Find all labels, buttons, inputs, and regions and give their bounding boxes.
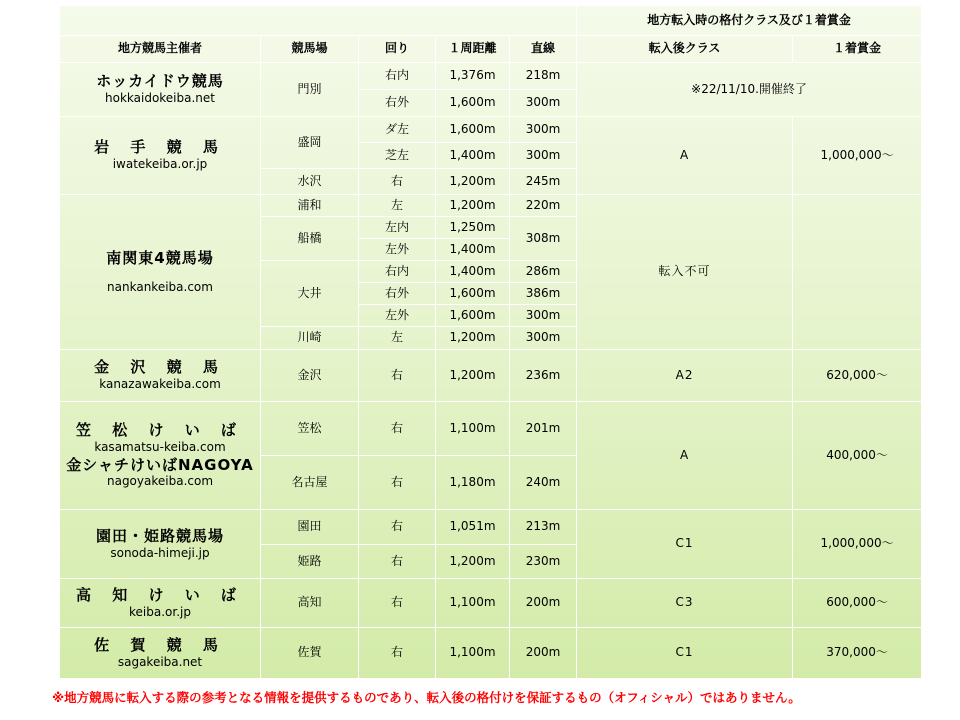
distance-cell: 1,051m bbox=[436, 510, 510, 545]
straight-cell: 300m bbox=[510, 327, 577, 350]
distance-cell: 1,600m bbox=[436, 305, 510, 327]
class-cell: A bbox=[577, 402, 793, 510]
prize-cell: 620,000～ bbox=[793, 350, 922, 402]
direction-cell: 左外 bbox=[359, 239, 436, 261]
prize-cell: 600,000～ bbox=[793, 579, 922, 628]
track-cell: 大井 bbox=[261, 261, 359, 327]
organizer-name: 園田・姫路競馬場 bbox=[95, 526, 224, 545]
distance-cell: 1,600m bbox=[436, 117, 510, 143]
organizer-url: hokkaidokeiba.net bbox=[105, 91, 215, 106]
straight-cell: 201m bbox=[510, 402, 577, 456]
straight-cell: 200m bbox=[510, 628, 577, 679]
class-cell: C1 bbox=[577, 510, 793, 579]
organizer-url: nagoyakeiba.com bbox=[106, 474, 214, 489]
direction-cell: 芝左 bbox=[359, 143, 436, 169]
track-cell: 門別 bbox=[261, 63, 359, 117]
organizer-url: nankankeiba.com bbox=[107, 279, 213, 294]
track-cell: 浦和 bbox=[261, 195, 359, 217]
track-cell: 船橋 bbox=[261, 217, 359, 261]
organizer-name: 南関東4競馬場 bbox=[106, 248, 214, 267]
organizer-cell-saga bbox=[60, 628, 261, 679]
track-cell: 佐賀 bbox=[261, 628, 359, 679]
straight-cell: 286m bbox=[510, 261, 577, 283]
direction-cell: 左外 bbox=[359, 305, 436, 327]
col-header-track: 競馬場 bbox=[261, 36, 359, 63]
organizer-url: sonoda-himeji.jp bbox=[110, 545, 210, 560]
direction-cell: 左内 bbox=[359, 217, 436, 239]
direction-cell: 右 bbox=[359, 350, 436, 402]
distance-cell: 1,180m bbox=[436, 456, 510, 510]
track-cell: 笠松 bbox=[261, 402, 359, 456]
class-cell: C1 bbox=[577, 628, 793, 679]
distance-cell: 1,200m bbox=[436, 350, 510, 402]
header-blank-cell bbox=[60, 6, 577, 36]
straight-cell: 386m bbox=[510, 283, 577, 305]
organizer-cell-tokai bbox=[60, 402, 261, 510]
track-cell: 高知 bbox=[261, 579, 359, 628]
organizer-name: 金 沢 競 馬 bbox=[94, 358, 226, 377]
distance-cell: 1,100m bbox=[436, 402, 510, 456]
comparison-table-wrapper bbox=[59, 5, 921, 679]
col-header-straight: 直線 bbox=[510, 36, 577, 63]
organizer-cell-iwate bbox=[60, 117, 261, 195]
header-group-title: 地方転入時の格付クラス及び１着賞金 bbox=[577, 6, 922, 36]
straight-cell: 245m bbox=[510, 169, 577, 195]
direction-cell: 右 bbox=[359, 169, 436, 195]
organizer-cell-kochi bbox=[60, 579, 261, 628]
organizer-name: 高 知 け い ば bbox=[76, 585, 244, 604]
organizer-name: 金シャチけいばNAGOYA bbox=[66, 455, 254, 474]
distance-cell: 1,200m bbox=[436, 195, 510, 217]
straight-cell: 308m bbox=[510, 217, 577, 261]
prize-cell: 370,000～ bbox=[793, 628, 922, 679]
straight-cell: 218m bbox=[510, 63, 577, 90]
organizer-name: 笠 松 け い ば bbox=[76, 421, 244, 440]
track-cell: 園田 bbox=[261, 510, 359, 545]
direction-cell: 右内 bbox=[359, 63, 436, 90]
organizer-url: kanazawakeiba.com bbox=[99, 377, 221, 392]
distance-cell: 1,376m bbox=[436, 63, 510, 90]
distance-cell: 1,400m bbox=[436, 143, 510, 169]
distance-cell: 1,100m bbox=[436, 628, 510, 679]
organizer-cell-hokkaido bbox=[60, 63, 261, 117]
organizer-cell-nankan bbox=[60, 195, 261, 350]
organizer-url: sagakeiba.net bbox=[117, 654, 203, 669]
organizer-name: ホッカイドウ競馬 bbox=[96, 72, 224, 91]
distance-cell: 1,200m bbox=[436, 545, 510, 579]
distance-cell: 1,100m bbox=[436, 579, 510, 628]
direction-cell: 右 bbox=[359, 402, 436, 456]
direction-cell: 右内 bbox=[359, 261, 436, 283]
straight-cell: 236m bbox=[510, 350, 577, 402]
distance-cell: 1,200m bbox=[436, 169, 510, 195]
distance-cell: 1,400m bbox=[436, 239, 510, 261]
distance-cell: 1,400m bbox=[436, 261, 510, 283]
organizer-url: kasamatsu-keiba.com bbox=[94, 439, 226, 454]
organizer-name: 佐 賀 競 馬 bbox=[94, 635, 226, 654]
organizer-name: 岩 手 競 馬 bbox=[94, 138, 226, 157]
track-cell: 金沢 bbox=[261, 350, 359, 402]
track-cell: 水沢 bbox=[261, 169, 359, 195]
class-cell: 転入不可 bbox=[577, 195, 793, 350]
closure-note-cell: ※22/11/10.開催終了 bbox=[577, 63, 922, 117]
disclaimer-note: ※地方競馬に転入する際の参考となる情報を提供するものであり、転入後の格付けを保証するもの（オフィシャル）ではありません。 bbox=[52, 690, 801, 705]
direction-cell: 左 bbox=[359, 327, 436, 350]
straight-cell: 300m bbox=[510, 143, 577, 169]
organizer-url: iwatekeiba.or.jp bbox=[112, 157, 208, 172]
straight-cell: 300m bbox=[510, 305, 577, 327]
distance-cell: 1,250m bbox=[436, 217, 510, 239]
direction-cell: ダ左 bbox=[359, 117, 436, 143]
col-header-class: 転入後クラス bbox=[577, 36, 793, 63]
distance-cell: 1,200m bbox=[436, 327, 510, 350]
track-cell: 盛岡 bbox=[261, 117, 359, 169]
straight-cell: 240m bbox=[510, 456, 577, 510]
track-cell: 姫路 bbox=[261, 545, 359, 579]
direction-cell: 右 bbox=[359, 628, 436, 679]
organizer-cell-hyogo bbox=[60, 510, 261, 579]
direction-cell: 右 bbox=[359, 456, 436, 510]
straight-cell: 300m bbox=[510, 90, 577, 117]
class-cell: A bbox=[577, 117, 793, 195]
col-header-direction: 回り bbox=[359, 36, 436, 63]
class-cell: C3 bbox=[577, 579, 793, 628]
col-header-prize: １着賞金 bbox=[793, 36, 922, 63]
prize-cell: 400,000～ bbox=[793, 402, 922, 510]
direction-cell: 右 bbox=[359, 545, 436, 579]
class-cell: A2 bbox=[577, 350, 793, 402]
col-header-organizer: 地方競馬主催者 bbox=[60, 36, 261, 63]
direction-cell: 右外 bbox=[359, 90, 436, 117]
distance-cell: 1,600m bbox=[436, 90, 510, 117]
track-cell: 川崎 bbox=[261, 327, 359, 350]
track-cell: 名古屋 bbox=[261, 456, 359, 510]
straight-cell: 220m bbox=[510, 195, 577, 217]
straight-cell: 230m bbox=[510, 545, 577, 579]
prize-cell: 1,000,000～ bbox=[793, 510, 922, 579]
prize-cell: 1,000,000～ bbox=[793, 117, 922, 195]
transfer-class-table bbox=[59, 5, 922, 679]
direction-cell: 左 bbox=[359, 195, 436, 217]
organizer-cell-kanazawa bbox=[60, 350, 261, 402]
prize-cell bbox=[793, 195, 922, 350]
direction-cell: 右 bbox=[359, 510, 436, 545]
straight-cell: 213m bbox=[510, 510, 577, 545]
straight-cell: 200m bbox=[510, 579, 577, 628]
organizer-url: keiba.or.jp bbox=[129, 604, 191, 619]
direction-cell: 右外 bbox=[359, 283, 436, 305]
straight-cell: 300m bbox=[510, 117, 577, 143]
direction-cell: 右 bbox=[359, 579, 436, 628]
col-header-distance: １周距離 bbox=[436, 36, 510, 63]
distance-cell: 1,600m bbox=[436, 283, 510, 305]
